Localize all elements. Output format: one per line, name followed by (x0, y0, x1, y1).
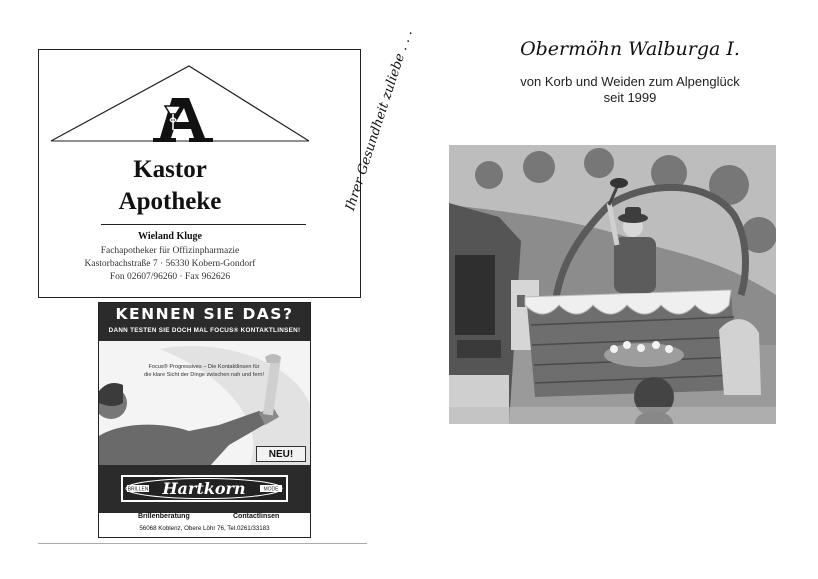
page-title: Obermöhn Walburga I. (520, 38, 740, 60)
logo-left-text: BRILLEN (127, 486, 149, 493)
page-subtitle-line2: seit 1999 (603, 90, 657, 105)
pharmacy-name-line2: Apotheke (118, 188, 222, 215)
optician-service-left: Brillenberatung (138, 513, 190, 520)
pharmacy-phone: Fon 02607/96260 · Fax 962626 (109, 272, 231, 282)
pharmacy-slogan: Ihrer Gesundheit zuliebe . . . (343, 28, 416, 213)
carnival-float-photo (449, 145, 776, 424)
promo-line2: die klare Sicht der Dinge zwischen nah und fern! (143, 372, 265, 378)
logo-right-text: MODE (263, 486, 279, 493)
new-badge: NEU! (256, 446, 306, 462)
page-subtitle-line1: von Korb und Weiden zum Alpenglück (520, 74, 740, 89)
pharmacy-address: Kastorbachstraße 7 · 56330 Kobern-Gondorf (84, 259, 256, 269)
optician-promo (129, 363, 279, 379)
optician-ad (98, 302, 311, 538)
pharmacy-ad (38, 28, 416, 298)
optician-headline: KENNEN SIE DAS? (115, 305, 294, 323)
optician-address: 56068 Koblenz, Obere Löhr 76, Tel.0261/33183 (139, 525, 270, 532)
page-bottom-rule (38, 543, 367, 544)
pharmacy-owner: Wieland Kluge (138, 231, 202, 242)
optician-header (99, 303, 311, 341)
hartkorn-logo (121, 475, 288, 502)
promo-line1: Focus® Progressives – Die Kontaktlinsen für (148, 364, 260, 370)
divider (101, 224, 306, 225)
optician-subline: DANN TESTEN SIE DOCH MAL FOCUS® KONTAKTLINSEN! (108, 327, 301, 334)
optician-service-right: Contactlinsen (233, 513, 280, 520)
logo-brand-text: Hartkorn (162, 479, 246, 498)
pharmacy-a-icon (153, 98, 213, 142)
pharmacy-title: Fachapotheker für Offizinpharmazie (100, 246, 240, 256)
roof-logo (39, 50, 362, 150)
pharmacy-name-line1: Kastor (133, 156, 207, 183)
